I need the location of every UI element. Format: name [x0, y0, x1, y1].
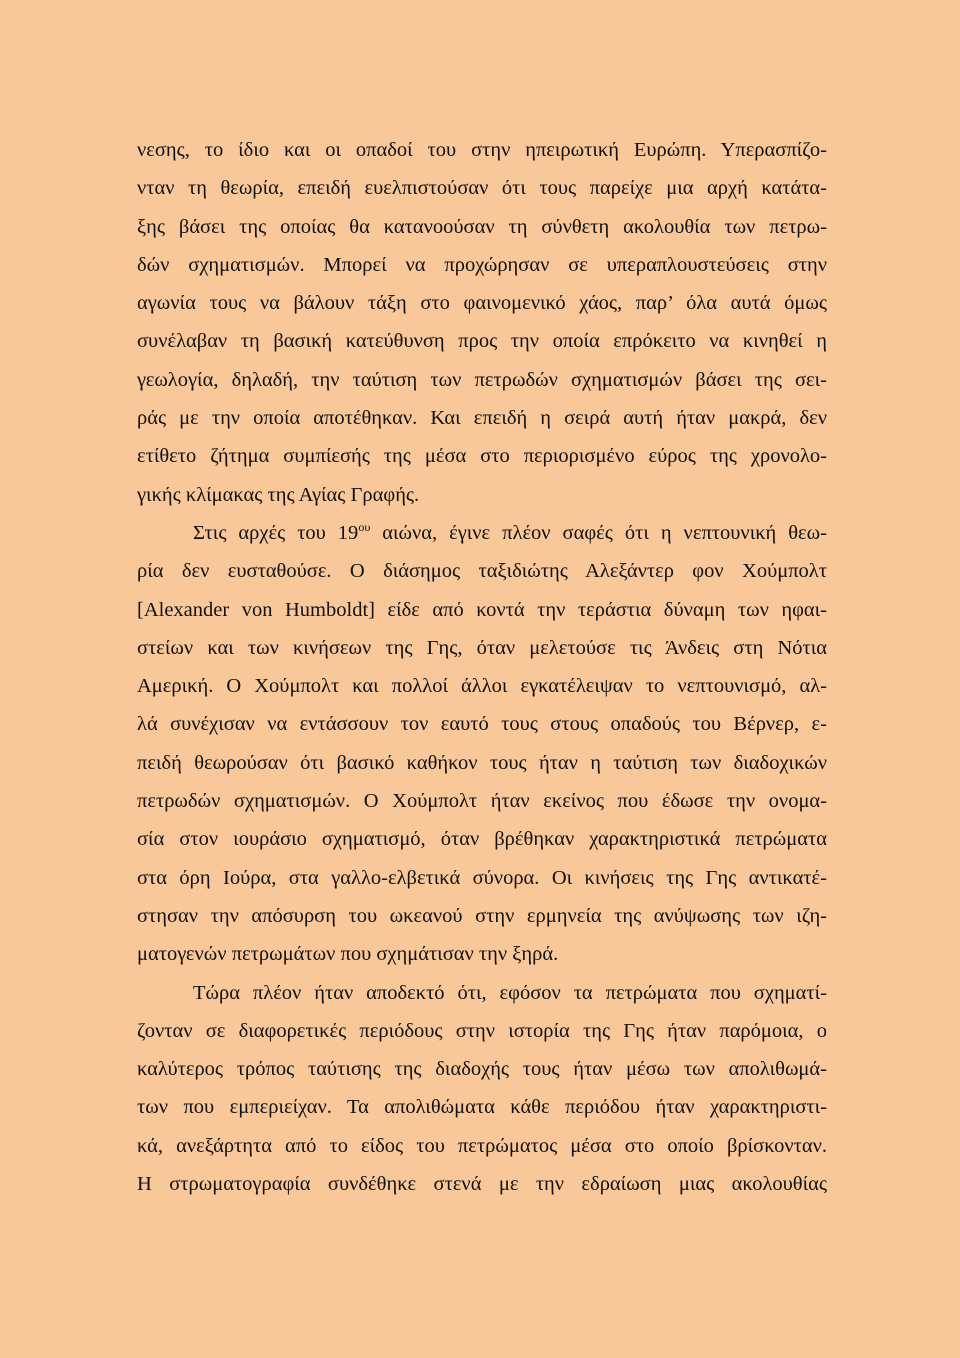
text-line: στείων και των κινήσεων της Γης, όταν μελετούσε τις Άνδεις στη Νότια [137, 636, 827, 659]
text-line: ματογενών πετρωμάτων που σχημάτισαν την ξηρά. [137, 943, 559, 966]
superscript: ου [358, 519, 371, 534]
text-line: πειδή θεωρούσαν ότι βασικό καθήκον τους ήταν η ταύτιση των διαδοχικών [137, 751, 827, 774]
text-line: [Alexander von Humboldt] είδε από κοντά την τεράστια δύναμη των ηφαι- [137, 598, 827, 621]
text-line: κά, ανεξάρτητα από το είδος του πετρώματος μέσα στο οποίο βρίσκονταν. [137, 1134, 827, 1157]
text-line: των που εμπεριείχαν. Τα απολιθώματα κάθε περιόδου ήταν χαρακτηριστι- [137, 1096, 827, 1119]
text-line: αγωνία τους να βάλουν τάξη στο φαινομενικό χάος, παρ’ όλα αυτά όμως [137, 292, 827, 315]
text-line: σία στον ιουράσιο σχηματισμό, όταν βρέθηκαν χαρακτηριστικά πετρώματα [137, 828, 827, 851]
body-text [137, 131, 827, 1203]
text-segment: Στις αρχές του 19 [193, 521, 359, 544]
text-line: πετρωδών σχηματισμών. Ο Χούμπολτ ήταν εκείνος που έδωσε την ονομα- [137, 790, 827, 813]
text-line: νταν τη θεωρία, επειδή ευελπιστούσαν ότι τους παρείχε μια αρχή κατάτα- [137, 177, 827, 200]
text-line: νεσης, το ίδιο και οι οπαδοί του στην ηπειρωτική Ευρώπη. Υπερασπίζο- [137, 139, 827, 161]
text-line: Αμερική. Ο Χούμπολτ και πολλοί άλλοι εγκατέλειψαν το νεπτουνισμό, αλ- [137, 675, 827, 698]
text-line: στησαν την απόσυρση του ωκεανού στην ερμηνεία της ανύψωσης των ιζη- [137, 904, 827, 927]
text-line: στα όρη Ιούρα, στα γαλλο-ελβετικά σύνορα. Οι κινήσεις της Γης αντικατέ- [137, 866, 827, 889]
text-line: ράς με την οποία αποτέθηκαν. Και επειδή η σειρά αυτή ήταν μακρά, δεν [137, 407, 827, 430]
text-segment: αιώνα, έγινε πλέον σαφές ότι η νεπτουνική θεω- [370, 521, 827, 544]
text-line: ρία δεν ευσταθούσε. Ο διάσημος ταξιδιώτης Αλεξάντερ φον Χούμπολτ [137, 560, 827, 583]
text-line: γεωλογία, δηλαδή, την ταύτιση των πετρωδών σχηματισμών βάσει της σει- [137, 368, 827, 391]
text-line: γικής κλίμακας της Αγίας Γραφής. [137, 483, 420, 506]
text-line: Η στρωματογραφία συνδέθηκε στενά με την εδραίωση μιας ακολουθίας [137, 1173, 827, 1196]
text-line: δών σχηματισμών. Μπορεί να προχώρησαν σε υπεραπλουστεύσεις στην [137, 253, 827, 276]
text-line: ετίθετο ζήτημα συμπίεσής της μέσα στο περιορισμένο εύρος της χρονολο- [137, 445, 827, 468]
text-line: λά συνέχισαν να εντάσσουν τον εαυτό τους στους οπαδούς του Βέρνερ, ε- [137, 713, 827, 736]
text-line: ξης βάσει της οποίας θα κατανοούσαν τη σύνθετη ακολουθία των πετρω- [137, 215, 827, 238]
text-line: καλύτερος τρόπος ταύτισης της διαδοχής τους ήταν μέσω των απολιθωμά- [137, 1058, 827, 1081]
text-line: ζονταν σε διαφορετικές περιόδους στην ιστορία της Γης ήταν παρόμοια, ο [137, 1019, 827, 1042]
text-line: Τώρα πλέον ήταν αποδεκτό ότι, εφόσον τα πετρώματα που σχηματί- [193, 981, 827, 1004]
text-line: συνέλαβαν τη βασική κατεύθυνση προς την οποία επρόκειτο να κινηθεί η [137, 330, 827, 353]
text-line [137, 514, 827, 552]
